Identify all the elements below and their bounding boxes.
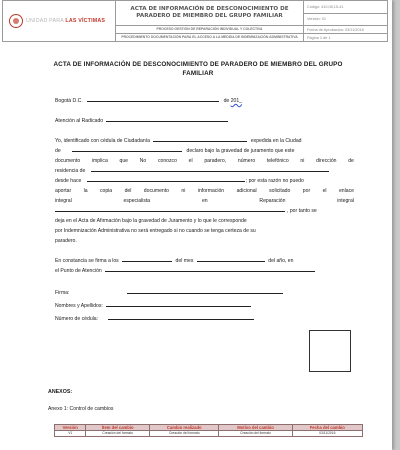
column-header: Motivo del cambio [219, 425, 292, 431]
line3-word: ni [300, 158, 305, 164]
constancy-paragraph: En constancia se firma a los del mes del año, en el Punto de Atención [55, 256, 354, 276]
line6-word: el [322, 188, 327, 194]
column-header: Ítem del cambio [86, 425, 150, 431]
specialist-blank [55, 206, 285, 212]
id-number-label: Número de cédula: [55, 316, 99, 322]
day-blank [122, 256, 172, 262]
line3-word: conozco [157, 158, 177, 164]
line6-word: copia [99, 188, 113, 194]
column-header: Versión [55, 425, 86, 431]
line7-word: especialista [123, 198, 151, 204]
header-process: PROCESO GESTIÓN DE REPARACIÓN INDIVIDUAL Y COLECTIVA [116, 26, 304, 34]
line7-word: en [201, 198, 208, 204]
residence-blank [91, 166, 329, 172]
signature-label: Firma: [55, 290, 70, 296]
header-approval-date: Fecha de Aprobación: 03/11/2016 [304, 26, 388, 34]
line6-word: la [83, 188, 88, 194]
date-prefix: de [223, 98, 231, 104]
declaration-paragraph: Yo, identificado con cédula de Ciudadanía expedida en la Ciudad de declaro bajo la gravedad de juramento que este documento implica que No conozco el paradero, número telefónico ni dirección de residencia de desde hace ; por esta razón no puedo aportar la copia del documento ni información adicional solicitado por el enlace integral especialista en Reparación integral , por tanto se deja en el Acta de Afirmación bajo la gravedad de Juramento y lo que le corresponde por Indemnización Administrativa no será entregado si no cuando se tenga certeza de su paradero. [55, 138, 354, 244]
line7-word: integral [55, 198, 72, 204]
header-code: Código: 410,08,15-41 [304, 1, 388, 14]
column-header: Fecha del cambio [292, 425, 362, 431]
unidad-victimas-logo [3, 1, 115, 41]
declaration-line-7 [55, 196, 354, 206]
line6-word: ni [181, 188, 186, 194]
names-label: Nombres y Apellidos: [55, 303, 103, 309]
declaration-line-3 [55, 156, 354, 166]
annexes-title: ANEXOS: [48, 389, 73, 395]
month-blank [197, 256, 265, 262]
line6-word: del [124, 188, 132, 194]
line3-word: No [139, 158, 147, 164]
date-line [55, 96, 354, 106]
signature-blank [127, 288, 283, 294]
line6-word: aportar [55, 188, 72, 194]
table-cell: Creación del formato [86, 431, 150, 437]
line3-word: que [119, 158, 128, 164]
document-title: ACTA DE INFORMACIÓN DE DESCONOCIMIENTO DE PARADERO DE MIEMBRO DEL GRUPO FAMILIAR [53, 61, 343, 77]
declaration-line-6 [55, 186, 354, 196]
header-version: Versión: 01 [304, 13, 388, 26]
signature-block [55, 288, 354, 324]
city-label: Bogotá D.C. [55, 98, 83, 104]
annex-1-title: Anexo 1: Control de cambios [48, 406, 114, 412]
names-blank [106, 301, 251, 307]
radicado-blank [106, 116, 228, 122]
declaration-line-10: por Indemnización Administrativa no será entregado si no cuando se tenga certeza de su [55, 228, 256, 234]
line6-word: por [302, 188, 311, 194]
line3-word: dirección [316, 158, 337, 164]
table-cell: Creación del formato [150, 431, 219, 437]
declaration-line-11: paradero. [55, 238, 77, 244]
line7-word: Reparación [259, 198, 286, 204]
logo-emphasis: LAS VÍCTIMAS [65, 18, 106, 24]
attention-label: Atención al Radicado [55, 118, 104, 124]
line3-word: telefónico [266, 158, 289, 164]
table-cell: V1 [55, 431, 86, 437]
line6-word: información [197, 188, 225, 194]
year-value: 201_ [230, 98, 243, 104]
since-blank [87, 176, 245, 182]
fingerprint-box [309, 330, 351, 372]
attention-line [55, 116, 354, 126]
document-header [2, 0, 388, 42]
line3-word: de [348, 158, 354, 164]
header-page-number: Página 1 de 1 [304, 34, 388, 42]
change-control-table [54, 424, 363, 437]
logo-prefix: UNIDAD PARA [26, 18, 66, 24]
seal-icon [9, 14, 23, 28]
table-cell: 03/11/2016 [292, 431, 362, 437]
line3-word: número [237, 158, 256, 164]
declaration-line-9: deja en el Acta de Afirmación bajo la gravedad de Juramento y lo que le corresponde [55, 218, 247, 224]
line3-word: el [188, 158, 193, 164]
line3-word: implica [91, 158, 108, 164]
line6-word: adicional [236, 188, 257, 194]
document-body [55, 96, 354, 324]
line3-word: documento [55, 158, 81, 164]
city-blank [72, 146, 182, 152]
line6-word: documento [143, 188, 169, 194]
table-cell: Creación del formato [219, 431, 292, 437]
line6-word: enlace [338, 188, 354, 194]
id-number-blank [108, 314, 254, 320]
line6-word: solicitado [269, 188, 291, 194]
date-blank [87, 96, 219, 102]
cedula-blank [153, 136, 247, 142]
line7-word: integral [337, 198, 354, 204]
column-header: Cambio realizado [150, 425, 219, 431]
header-procedure: PROCEDIMIENTO DOCUMENTACIÓN PARA EL ACCESO A LA MEDIDA DE INDEMNIZACIÓN ADMINISTRATIVA [116, 34, 304, 42]
table-row [55, 431, 363, 437]
header-title: ACTA DE INFORMACIÓN DE DESCONOCIMIENTO DE PARADERO DE MIEMBRO DEL GRUPO FAMILIAR [116, 1, 304, 26]
line3-word: paradero, [204, 158, 227, 164]
logo-cell [3, 1, 116, 42]
point-of-attention-blank [105, 266, 315, 272]
